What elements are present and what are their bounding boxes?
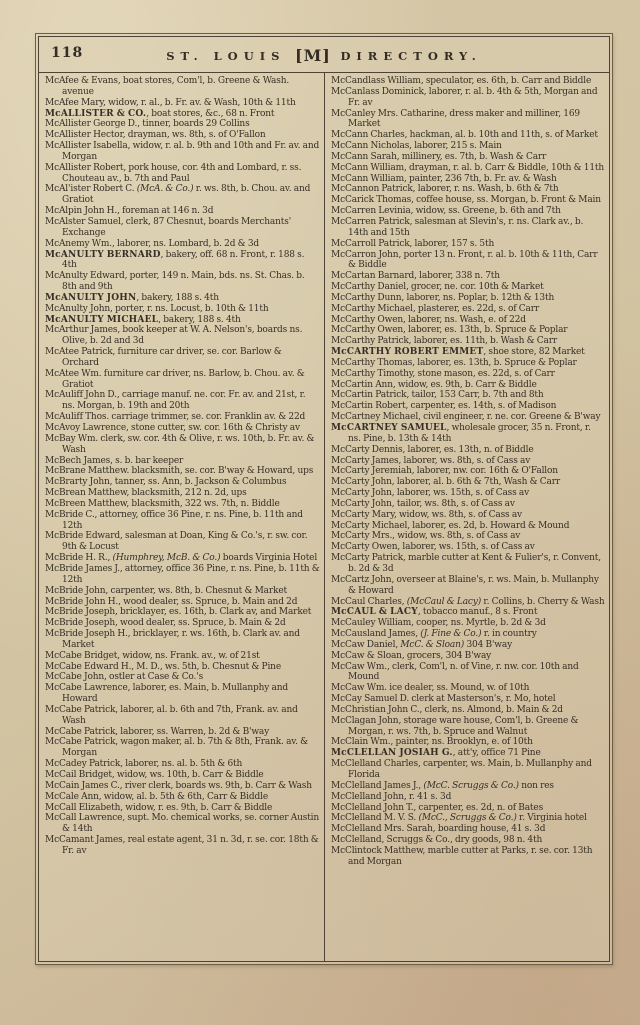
directory-entry: McClain Wm., painter, ns. Brooklyn, e. of 10th <box>331 737 533 748</box>
directory-entry: McCarick Thomas, coffee house, ss. Morgan, b. Front & Main <box>331 195 601 206</box>
directory-entry: McCaul Charles, (McCaul & Lacy) r. Collins, b. Cherry & Wash <box>331 596 605 607</box>
directory-entry: McBride Joseph, bricklayer, es. 16th, b. Clark av, and Market <box>45 607 312 618</box>
directory-entry: McCarty Dennis, laborer, es. 13th, n. of Biddle <box>331 444 534 455</box>
page-title <box>39 45 609 64</box>
directory-entry: McCadey Patrick, laborer, ns. al. b. 5th & 6th <box>45 759 243 770</box>
page-title-right: DIRECTORY. <box>340 49 482 63</box>
directory-entry: McClelland John, r. 41 s. 3d <box>331 791 452 802</box>
directory-entry: McALLISTER & CO., boat stores, &c., 68 n. Front <box>45 108 275 119</box>
page-frame <box>35 33 613 965</box>
directory-entry: McAllister Isabella, widow, r. al. b. 9th and 10th and Fr. av. and Morgan <box>45 141 320 162</box>
entry-display-name: McANULTY MICHAEL <box>45 314 159 325</box>
directory-entry: McCann William, painter, 236 7th, b. Fr. av. & Wash <box>331 173 557 184</box>
directory-entry: McCarty Mrs., widow, ws. 8th, s. of Cass av <box>331 531 521 542</box>
directory-entry: McBride Edward, salesman at Doan, King & Co.'s, r. sw. cor. 9th & Locust <box>45 531 308 553</box>
directory-entry: McBrarty John, tanner, ss. Ann, b. Jackson & Columbus <box>45 477 287 488</box>
directory-entry: McAllister George D., tinner, boards 29 Collins <box>45 119 250 130</box>
right-column <box>324 73 609 961</box>
directory-entry: McCarthy Dunn, laborer, ns. Poplar, b. 12th & 13th <box>331 292 555 303</box>
directory-entry: McCarthy Owen, laborer, es. 13th, b. Spruce & Poplar <box>331 325 568 336</box>
entry-display-name: McANULTY JOHN <box>45 292 137 303</box>
entry-firm-name: (Humphrey, McB. & Co.) <box>112 553 221 564</box>
directory-entry: McCarty Jeremiah, laborer, nw. cor. 16th & O'Fallon <box>331 466 558 477</box>
directory-entry: McCarthy Thomas, laborer, es. 13th, b. Spruce & Poplar <box>331 357 577 368</box>
entry-firm-name: (McC. Scruggs & Co.) <box>423 780 519 791</box>
directory-entry: McCarty John, tailor, ws. 8th, s. of Cass av <box>331 498 515 509</box>
directory-entry: McCARTNEY SAMUEL, wholesale grocer, 35 n. Front, r. ns. Pine, b. 13th & 14th <box>331 423 591 444</box>
directory-entry: McBrean Matthew, blacksmith, 212 n. 2d, ups <box>45 488 247 499</box>
directory-entry: McAuliff Thos. carriage trimmer, se. cor. Franklin av. & 22d <box>45 412 306 423</box>
entry-firm-name: McC. & Sloan) <box>400 639 465 650</box>
directory-entry: McCauley William, cooper, ns. Myrtle, b. 2d & 3d <box>331 618 546 629</box>
entry-firm-name: (McA. & Co.) <box>136 184 194 195</box>
directory-entry: McCail Bridget, widow, ws. 10th, b. Carr & Biddle <box>45 770 264 780</box>
directory-entry: McCLELLAN JOSIAH G., att'y, office 71 Pine <box>331 748 541 759</box>
directory-entry: McCabe John, ostler at Case & Co.'s <box>45 672 204 683</box>
directory-entry: McCabe Patrick, laborer, ss. Warren, b. 2d & B'way <box>45 726 270 737</box>
entry-display-name: McCARTNEY SAMUEL <box>331 423 447 433</box>
directory-entry: McBech James, s. b. bar keeper <box>45 455 184 466</box>
directory-entry: McCarty James, laborer, ws. 8th, s. of Cass av <box>331 455 531 466</box>
directory-entry: McClelland Charles, carpenter, ws. Main, b. Mullanphy and Florida <box>331 759 592 780</box>
entry-display-name: McCARTHY ROBERT EMMET <box>331 347 484 358</box>
page-header <box>39 37 609 73</box>
directory-entry: McAnulty Edward, porter, 149 n. Main, bds. ns. St. Chas. b. 8th and 9th <box>45 271 305 293</box>
directory-entry: McCabe Bridget, widow, ns. Frank. av., w. of 21st <box>45 650 260 661</box>
directory-entry: McCay Samuel D. clerk at Masterson's, r. Mo, hotel <box>331 694 556 705</box>
directory-entry: McCannon Patrick, laborer, r. ns. Wash, b. 6th & 7th <box>331 184 559 195</box>
directory-entry: McClelland John T., carpenter, es. 2d, n. of Bates <box>331 802 544 813</box>
directory-entry: McCartz John, overseer at Blaine's, r. ws. Main, b. Mullanphy & Howard <box>331 574 599 596</box>
directory-entry: McCarthy Michael, plasterer, es. 22d, s. of Carr <box>331 303 540 314</box>
directory-entry: McBride C., attorney, office 36 Pine, r. ns. Pine, b. 11th and 12th <box>45 509 303 531</box>
directory-entry: McClelland James J., (McC. Scruggs & Co.) non res <box>331 780 554 791</box>
directory-entry: McCarthy Patrick, laborer, es. 11th, b. Wash & Carr <box>331 336 558 347</box>
directory-entry: McCann William, drayman, r. al. b. Carr & Biddle, 10th & 11th <box>331 162 605 173</box>
left-column <box>39 73 324 961</box>
directory-entry: McCann Nicholas, laborer, 215 s. Main <box>331 141 502 152</box>
directory-columns <box>39 73 609 961</box>
directory-entry: McCarthy Daniel, grocer, ne. cor. 10th & Market <box>331 282 544 293</box>
directory-entry: McCausland James, (J. Fine & Co.) r. in country <box>331 629 537 640</box>
directory-entry: McArthur James, book keeper at W. A. Nelson's, boards ns. Olive, b. 2d and 3d <box>45 325 303 347</box>
entry-display-name: McANULTY BERNARD <box>45 249 161 260</box>
directory-entry: McClelland M. V. S. (McC., Scruggs & Co.) r. Virginia hotel <box>331 813 587 824</box>
directory-entry: McAnulty John, porter, r. ns. Locust, b. 10th & 11th <box>45 303 269 314</box>
directory-entry: McClintock Matthew, marble cutter at Parks, r. se. cor. 13th and Morgan <box>331 845 593 867</box>
directory-entry: McChristian John C., clerk, ns. Almond, b. Main & 2d <box>331 704 563 715</box>
directory-entry: McCabe Lawrence, laborer, es. Main, b. Mullanphy and Howard <box>45 683 288 705</box>
directory-entry: McBay Wm. clerk, sw. cor. 4th & Olive, r. ws. 10th, b. Fr. av. & Wash <box>45 433 315 455</box>
directory-entry: McCanley Mrs. Catharine, dress maker and milliner, 169 Market <box>331 108 580 130</box>
directory-entry: McCartin Robert, carpenter, es. 14th, s. of Madison <box>331 401 557 412</box>
directory-entry: McCabe Edward H., M. D., ws. 5th, b. Chesnut & Pine <box>45 661 281 672</box>
directory-entry: McAl'ister Robert C. (McA. & Co.) r. ws. 8th, b. Chou. av. and Gratiot <box>45 184 311 206</box>
directory-entry: McCarthy Timothy, stone mason, es. 22d, s. of Carr <box>331 368 555 379</box>
entry-firm-name: (McCaul & Lacy) <box>406 596 482 607</box>
directory-entry: McANULTY BERNARD, bakery, off. 68 n. Front, r. 188 s. 4th <box>45 249 305 271</box>
directory-entry: McCarron John, porter 13 n. Front, r. al. b. 10th & 11th, Carr & Biddle <box>331 249 598 271</box>
directory-entry: McAllister Robert, pork house, cor. 4th and Lombard, r. ss. Chouteau av., b. 7th and Paul <box>45 162 302 184</box>
directory-entry: McCaw & Sloan, grocers, 304 B'way <box>331 650 492 661</box>
directory-entry: McAvoy Lawrence, stone cutter, sw. cor. 16th & Christy av <box>45 423 300 433</box>
directory-entry: McBride Joseph, wood dealer, ss. Spruce, b. Main & 2d <box>45 618 286 629</box>
directory-entry: McCann Charles, hackman, al. b. 10th and 11th, s. of Market <box>331 130 598 141</box>
directory-entry: McAlster Samuel, clerk, 87 Chesnut, boards Merchants' Exchange <box>45 216 292 238</box>
entry-display-name: McCAUL & LACY <box>331 607 418 618</box>
directory-entry: McAuliff John D., carriage manuf. ne. cor. Fr. av. and 21st, r. ns. Morgan, b. 19th and 20th <box>45 390 306 412</box>
directory-entry: McCaw Wm. ice dealer, ss. Mound, w. of 10th <box>331 683 530 694</box>
directory-entry: McCarty Patrick, marble cutter at Kent & Fulier's, r. Convent, b. 2d & 3d <box>331 553 601 574</box>
directory-entry: McCartin Ann, widow, es. 9th, b. Carr & Biddle <box>331 379 537 390</box>
directory-entry: McCarty John, laborer, al. b. 6th & 7th, Wash & Carr <box>331 477 561 488</box>
directory-entry: McBreen Matthew, blacksmith, 322 ws. 7th, n. Biddle <box>45 498 280 509</box>
directory-entry: McBride John H., wood dealer, ss. Spruce, b. Main and 2d <box>45 596 298 607</box>
page-frame-inner <box>38 36 610 962</box>
page-title-letter-index: [M] <box>295 46 331 65</box>
directory-entry: McAtee Patrick, furniture car driver, se. cor. Barlow & Orchard <box>45 347 282 368</box>
entry-display-name: McALLISTER & CO. <box>45 108 147 119</box>
directory-entry: McCarthy Owen, laborer, ns. Wash, e. of 22d <box>331 314 526 325</box>
entry-firm-name: (J. Fine & Co.) <box>420 629 482 640</box>
directory-entry: McAlpin John H., foreman at 146 n. 3d <box>45 206 214 217</box>
directory-entry: McCarren Patrick, salesman at Slevin's, r. ns. Clark av., b. 14th and 15th <box>331 216 584 238</box>
directory-entry: McClelland, Scruggs & Co., dry goods, 98 n. 4th <box>331 835 543 846</box>
directory-entry: McBride John, carpenter, ws. 8th, b. Chesnut & Market <box>45 585 287 596</box>
entry-firm-name: (McC., Scruggs & Co.) <box>418 813 517 824</box>
directory-entry: McCarty John, laborer, ws. 15th, s. of Cass av <box>331 488 530 499</box>
directory-entry: McCanlass Dominick, laborer, r. al. b. 4th & 5th, Morgan and Fr. av <box>331 86 598 108</box>
directory-entry: McCarren Levinia, widow, ss. Greene, b. 6th and 7th <box>331 206 561 217</box>
directory-entry: McBride H. R., (Humphrey, McB. & Co.) boards Virginia Hotel <box>45 553 318 564</box>
directory-entry: McCaw Daniel, McC. & Sloan) 304 B'way <box>331 639 513 650</box>
directory-entry: McAtee Wm. furniture car driver, ns. Barlow, b. Chou. av. & Gratiot <box>45 368 305 390</box>
directory-entry: McCain James C., river clerk, boards ws. 9th, b. Carr & Wash <box>45 780 312 791</box>
directory-entry: McCall Lawrence, supt. Mo. chemical works, se. corner Austin & 14th <box>45 813 320 835</box>
directory-entry: McCartin Patrick, tailor, 153 Carr, b. 7th and 8th <box>331 390 544 401</box>
page-title-left: ST. LOUIS <box>166 49 286 63</box>
directory-entry: McANULTY JOHN, bakery, 188 s. 4th <box>45 292 219 303</box>
directory-entry: McCabe Patrick, laborer, al. b. 6th and 7th, Frank. av. and Wash <box>45 704 298 726</box>
directory-entry: McCarroll Patrick, laborer, 157 s. 5th <box>331 238 495 249</box>
directory-entry: McCall Elizabeth, widow, r. es. 9th, b. Carr & Biddle <box>45 802 273 813</box>
page-number: 118 <box>51 45 84 61</box>
directory-entry: McClelland Mrs. Sarah, boarding house, 41 s. 3d <box>331 824 546 835</box>
directory-entry: McCamant James, real estate agent, 31 n. 3d, r. se. cor. 18th & Fr. av <box>45 835 319 856</box>
directory-entry: McCARTHY ROBERT EMMET, shoe store, 82 Market <box>331 347 585 358</box>
directory-entry: McCaw Wm., clerk, Com'l, n. of Vine, r. nw. cor. 10th and Mound <box>331 661 579 683</box>
directory-entry: McAfee Mary, widow, r. al., b. Fr. av. & Wash, 10th & 11th <box>45 97 296 108</box>
directory-entry: McClagan John, storage ware house, Com'l, b. Greene & Morgan, r. ws. 7th, b. Spruce and Walnut <box>331 715 579 737</box>
directory-entry: McAllister Hector, drayman, ws. 8th, s. of O'Fallon <box>45 130 266 141</box>
directory-entry: McCartney Michael, civil engineer, r. ne. cor. Greene & B'way <box>331 412 601 423</box>
directory-entry: McCale Ann, widow, al. b. 5th & 6th, Carr & Biddle <box>45 791 268 802</box>
directory-entry: McCandlass William, speculator, es. 6th, b. Carr and Biddle <box>331 76 592 86</box>
directory-entry: McANULTY MICHAEL, bakery, 188 s. 4th <box>45 314 241 325</box>
entry-display-name: McCLELLAN JOSIAH G. <box>331 748 453 759</box>
directory-entry: McCarty Michael, laborer, es. 2d, b. Howard & Mound <box>331 520 570 531</box>
directory-entry: McCarty Owen, laborer, ws. 15th, s. of Cass av <box>331 542 535 553</box>
directory-entry: McBrane Matthew. blacksmith, se. cor. B'way & Howard, ups <box>45 466 314 477</box>
directory-entry: McCartan Barnard, laborer, 338 n. 7th <box>331 271 500 282</box>
directory-entry: McBride James J., attorney, office 36 Pine, r. ns. Pine, b. 11th & 12th <box>45 563 320 585</box>
directory-entry: McCarty Mary, widow, ws. 8th, s. of Cass av <box>331 509 522 520</box>
directory-entry: McAfee & Evans, boat stores, Com'l, b. Greene & Wash. avenue <box>45 76 290 97</box>
directory-entry: McBride Joseph H., bricklayer, r. ws. 16th, b. Clark av. and Market <box>45 629 300 650</box>
directory-entry: McAnemy Wm., laborer, ns. Lombard, b. 2d & 3d <box>45 238 260 249</box>
directory-entry: McCann Sarah, millinery, es. 7th, b. Wash & Carr <box>331 151 547 162</box>
directory-entry: McCabe Patrick, wagon maker, al. b. 7th & 8th, Frank. av. & Morgan <box>45 737 309 759</box>
directory-entry: McCAUL & LACY, tobacco manuf., 8 s. Front <box>331 607 538 618</box>
